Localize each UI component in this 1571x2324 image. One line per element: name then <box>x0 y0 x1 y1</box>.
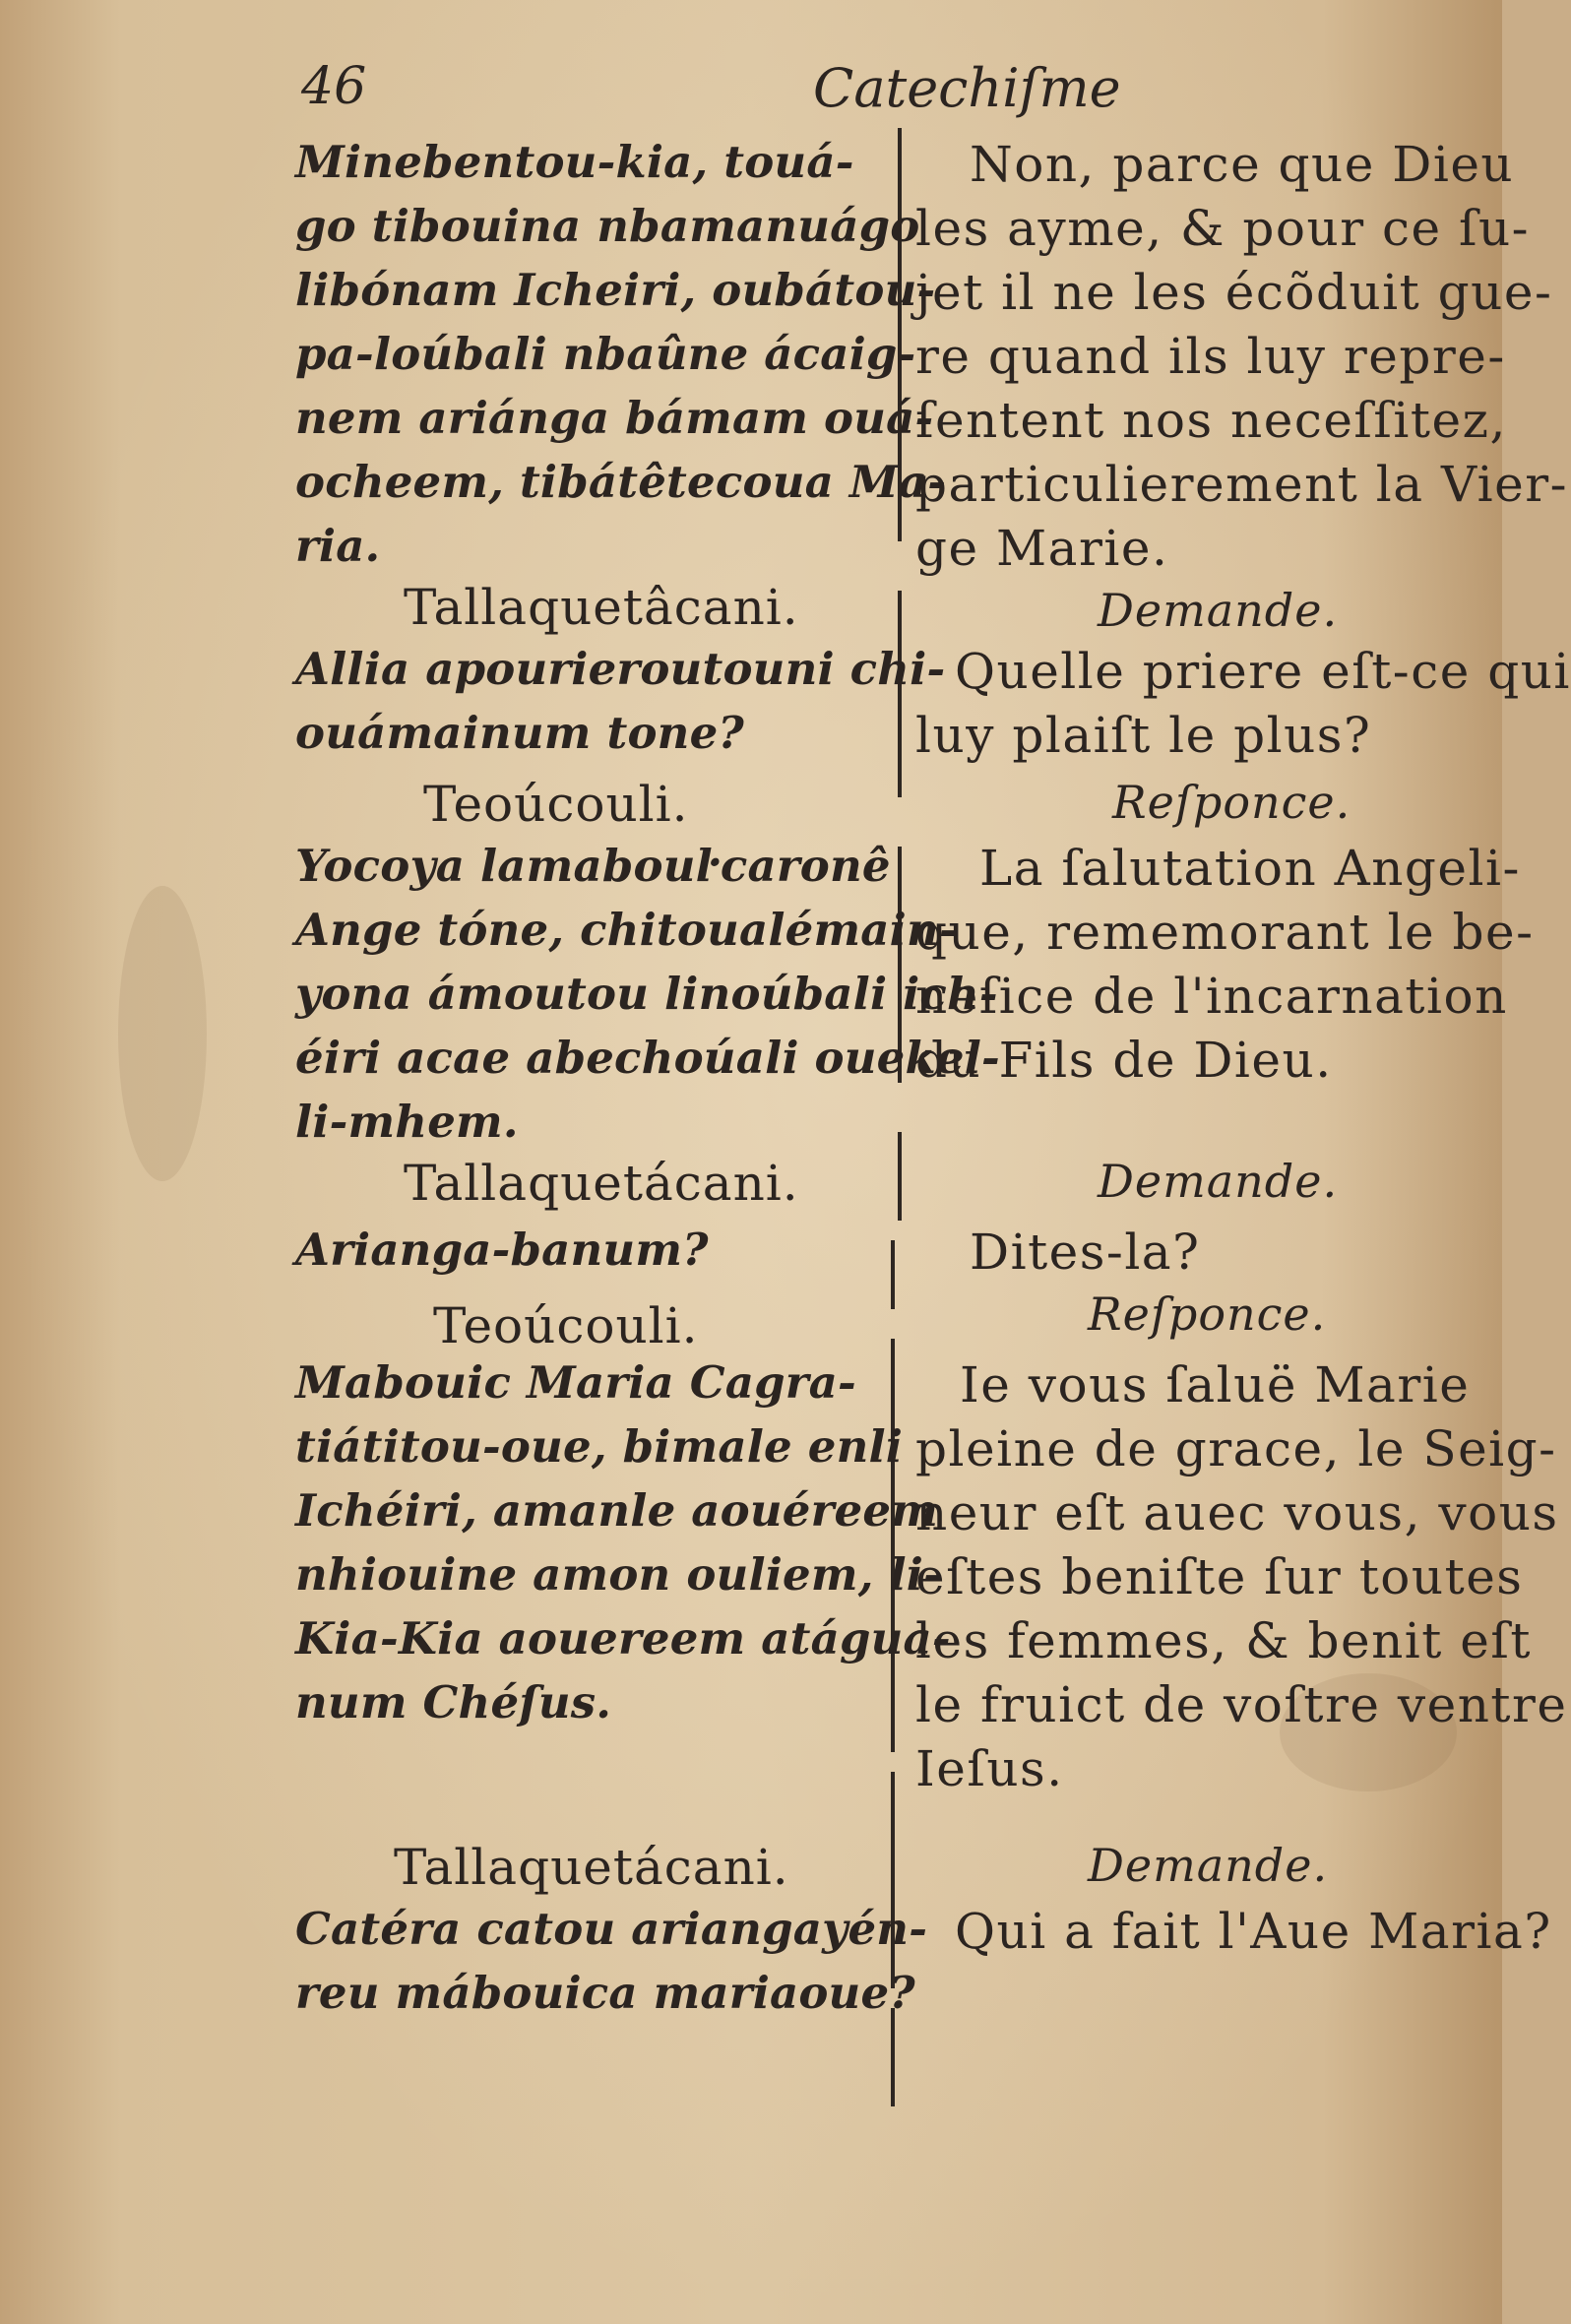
right-french-line: Ie vous ſaluë Marie <box>960 1356 1471 1413</box>
right-french-line: les femmes, & benit eſt <box>915 1612 1532 1669</box>
right-french-line: du Fils de Dieu. <box>915 1032 1333 1089</box>
page-number: 46 <box>301 57 367 116</box>
left-label-line: Tallaquetácani. <box>404 1155 799 1212</box>
left-carib-line: Catéra catou ariangayén- <box>295 1903 928 1955</box>
column-rule-segment <box>891 1240 895 1309</box>
right-french-line: les ayme, & pour ce ſu- <box>915 200 1531 257</box>
left-carib-line: Yocoya lamabouŀcaronê <box>295 840 891 892</box>
right-french-line: Non, parce que Dieu <box>970 136 1515 193</box>
left-label-line: Teoúcouli. <box>433 1297 699 1354</box>
left-carib-line: Allia apourieroutouni chi- <box>295 643 946 695</box>
right-french-line: La ſalutation Angeli- <box>979 840 1521 897</box>
right-french-line: neſice de l'incarnation <box>915 968 1508 1025</box>
right-french-line: neur eſt auec vous, vous <box>915 1484 1559 1541</box>
left-label-line: Teoúcouli. <box>423 776 689 833</box>
right-french-line: luy plaiſt le plus? <box>915 707 1372 764</box>
right-fr-label-line: Reſponce. <box>1112 776 1351 829</box>
left-carib-line: li-mhem. <box>295 1096 519 1148</box>
right-french-line: particulierement la Vier- <box>915 456 1569 513</box>
left-carib-line: reu mábouica mariaoue? <box>295 1967 915 2019</box>
left-carib-line: Minebentou-kia, touá- <box>295 136 854 188</box>
column-rule-segment <box>898 1132 902 1221</box>
column-rule-segment <box>891 1772 895 1988</box>
left-carib-line: nhiouine amon ouliem, li- <box>295 1548 942 1601</box>
left-carib-line: tiátitou-oue, bimale enli <box>295 1420 904 1473</box>
left-label-line: Tallaquetâcani. <box>404 579 799 636</box>
left-carib-line: Kia-Kia aouereem atágua- <box>295 1612 951 1664</box>
column-rule-segment <box>891 2008 895 2106</box>
left-carib-line: ocheem, tibátêtecoua Ma- <box>295 456 947 508</box>
right-fr-label-line: Demande. <box>1088 1839 1329 1892</box>
right-french-line: jet il ne les écõduit gue- <box>915 264 1553 321</box>
left-carib-line: ouámainum tone? <box>295 707 744 759</box>
right-fr-label-line: Demande. <box>1098 1155 1339 1208</box>
left-carib-line: pa-loúbali nbaûne ácaig- <box>295 328 916 380</box>
right-french-line: que, rememorant le be- <box>915 904 1535 961</box>
right-french-line: le fruict de voſtre ventre <box>915 1676 1568 1733</box>
left-carib-line: yona ámoutou linoúbali ich- <box>295 968 998 1020</box>
right-french-line: Qui a fait l'Aue Maria? <box>955 1903 1552 1960</box>
right-french-line: re quand ils luy repre- <box>915 328 1506 385</box>
paper-shadow <box>118 886 207 1181</box>
running-title: Catechiſme <box>813 57 1121 119</box>
right-french-line: ge Marie. <box>915 520 1169 577</box>
left-carib-line: nem ariánga bámam ouá- <box>295 392 934 444</box>
left-carib-line: Ange tóne, chitoualémain- <box>295 904 958 956</box>
column-rule-segment <box>891 1339 895 1752</box>
right-french-line: pleine de grace, le Seig- <box>915 1420 1557 1477</box>
right-fr-label-line: Reſponce. <box>1088 1288 1327 1341</box>
left-carib-line: Arianga-banum? <box>295 1224 709 1276</box>
right-french-line: Ieſus. <box>915 1740 1064 1797</box>
right-french-line: ſentent nos neceſſitez, <box>915 392 1507 449</box>
left-carib-line: Ichéiri, amanle aouéreem <box>295 1484 938 1537</box>
right-french-line: Dites-la? <box>970 1224 1201 1281</box>
left-carib-line: num Chéſus. <box>295 1676 612 1728</box>
left-carib-line: go tibouina nbamanuágo <box>295 200 920 252</box>
left-label-line: Tallaquetácani. <box>394 1839 789 1896</box>
left-carib-line: Mabouic Maria Cagra- <box>295 1356 856 1409</box>
right-fr-label-line: Demande. <box>1098 584 1339 637</box>
left-carib-line: ria. <box>295 520 381 572</box>
right-french-line: Quelle priere eſt-ce qui <box>955 643 1571 700</box>
left-carib-line: éiri acae abechoúali ouekel- <box>295 1032 1000 1084</box>
right-french-line: eſtes beniſte ſur toutes <box>915 1548 1524 1605</box>
left-carib-line: libónam Icheiri, oubátou- <box>295 264 936 316</box>
